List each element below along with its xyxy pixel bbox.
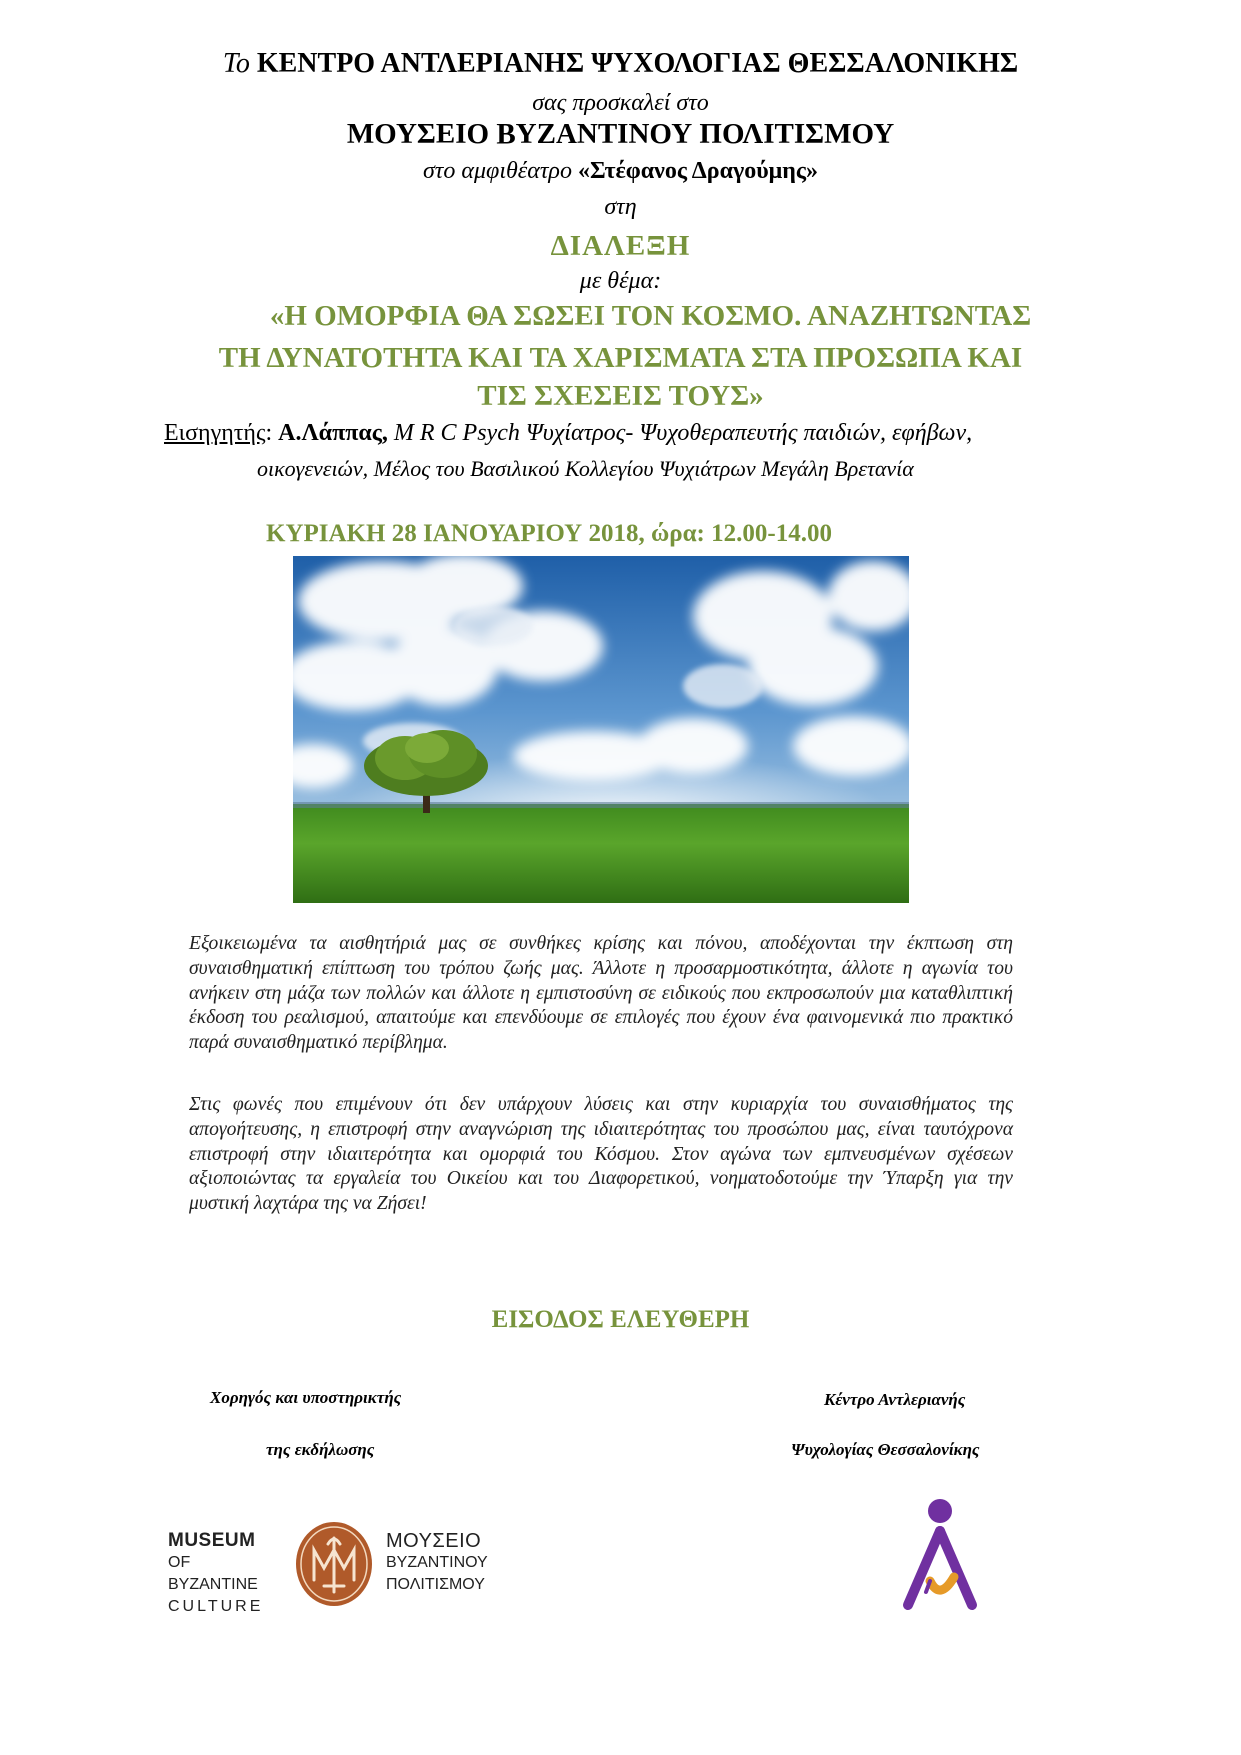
invite-line: σας προσκαλεί στο xyxy=(532,90,709,116)
body-paragraph-1: Εξοικειωμένα τα αισθητήριά μας σε συνθήκες κρίσης και πόνου, αποδέχονται την έκπτωση στη συναισθηματική επίπτωση του τρόπου ζωής μας. Άλλοτε η προσαρμοστικότητα, άλλοτε η αγωνία του ανήκειν στη μάζα των πολλών και άλλοτε η εμπιστοσύνη σε ειδικούς που εκπροσωπούν μια καταθλιπτική έκδοση του ρεαλισμού, απαιτούμε και επενδύουμε σε επιλογές που έχουν ένα φαινομενικά πιο πρακτικό παρά συναισθηματικό περίβλημα. xyxy=(189,933,1013,1054)
speaker-label: Εισηγητής xyxy=(164,420,266,446)
adlerian-center-logo-icon xyxy=(890,1497,990,1617)
event-type: ΔΙΑΛΕΞΗ xyxy=(550,230,691,262)
free-entry-notice: ΕΙΣΟΔΟΣ ΕΛΕΥΘΕΡΗ xyxy=(491,1306,750,1333)
inviter-line xyxy=(0,48,1241,80)
body-paragraph-2: Στις φωνές που επιμένουν ότι δεν υπάρχουν λύσεις και στην κυριαρχία του συναισθήματος της απογοήτευσης, η επιστροφή στην αναγνώριση της ιδιαιτερότητας του προσώπου μας, είναι ταυτόχρονα επιστροφή στην ιδιαιτερότητα και ομορφιά του Κόσμου. Στον αγώνα των εμπνευσμένων σχέσεων αξιοποιώντας τα εργαλεία του Οικείου και του Διαφορετικού, νοηματοδοτούμε την Ύπαρξη για την μυστική λαχτάρα της να Ζήσει! xyxy=(189,1094,1013,1215)
inviter-prefix: Το xyxy=(222,48,250,79)
topic-line-1: «Η ΟΜΟΡΦΙΑ ΘΑ ΣΩΣΕΙ ΤΟΝ ΚΟΣΜΟ. ΑΝΑΖΗΤΩΝΤΑΣ xyxy=(269,300,1032,332)
speaker-colon: : xyxy=(265,420,273,446)
venue-name: ΜΟΥΣΕΙΟ ΒΥΖΑΝΤΙΝΟΥ ΠΟΛΙΤΙΣΜΟΥ xyxy=(346,118,895,150)
hall-name: «Στέφανος Δραγούμης» xyxy=(577,158,819,184)
speaker-line xyxy=(164,420,972,447)
hall-line xyxy=(0,158,1241,185)
organizer-label-line-2: Ψυχολογίας Θεσσαλονίκης xyxy=(791,1440,980,1459)
preposition-line: στη xyxy=(604,194,637,220)
landscape-photo xyxy=(293,556,909,903)
museum-logo-english xyxy=(168,1530,282,1618)
museum-logo-gr-3: ΠΟΛΙΤΙΣΜΟΥ xyxy=(386,1576,485,1593)
sponsor-label-line-2: της εκδήλωσης xyxy=(266,1440,375,1459)
speaker-desc-1: M R C Psych Ψυχίατρος- Ψυχοθεραπευτής παιδιών, εφήβων, xyxy=(393,420,973,446)
museum-logo-gr-1: ΜΟΥΣΕΙΟ xyxy=(386,1530,482,1552)
byzantine-seal-icon xyxy=(292,1520,376,1608)
event-date: ΚΥΡΙΑΚΗ 28 ΙΑΝΟΥΑΡΙΟΥ 2018, ώρα: 12.00-14.00 xyxy=(266,520,832,547)
hall-prefix: στο αμφιθέατρο xyxy=(422,158,572,184)
inviter-org: ΚΕΝΤΡΟ ΑΝΤΛΕΡΙΑΝΗΣ ΨΥΧΟΛΟΓΙΑΣ ΘΕΣΣΑΛΟΝΙΚΗΣ xyxy=(256,48,1019,79)
museum-logo-en-2: OF BYZANTINE xyxy=(168,1554,258,1593)
speaker-desc-2: οικογενειών, Μέλος του Βασιλικού Κολλεγίου Ψυχιάτρων Μεγάλη Βρετανία xyxy=(257,456,914,481)
topic-line-3: ΤΙΣ ΣΧΕΣΕΙΣ ΤΟΥΣ» xyxy=(477,380,764,412)
sponsor-label-line-1: Χορηγός και υποστηρικτής xyxy=(210,1388,402,1407)
museum-logo-en-3: CULTURE xyxy=(168,1598,264,1615)
organizer-label-line-1: Κέντρο Αντλεριανής xyxy=(824,1390,966,1409)
topic-label: με θέμα: xyxy=(579,268,662,294)
museum-logo xyxy=(168,1520,508,1615)
museum-logo-gr-2: ΒΥΖΑΝΤΙΝΟΥ xyxy=(386,1554,488,1571)
museum-logo-greek xyxy=(386,1530,516,1596)
topic-line-2: ΤΗ ΔΥΝΑΤΟΤΗΤΑ ΚΑΙ ΤΑ ΧΑΡΙΣΜΑΤΑ ΣΤΑ ΠΡΟΣΩΠΑ ΚΑΙ xyxy=(218,342,1023,374)
speaker-name: Α.Λάππας, xyxy=(278,420,388,446)
museum-logo-en-1: MUSEUM xyxy=(168,1530,256,1551)
